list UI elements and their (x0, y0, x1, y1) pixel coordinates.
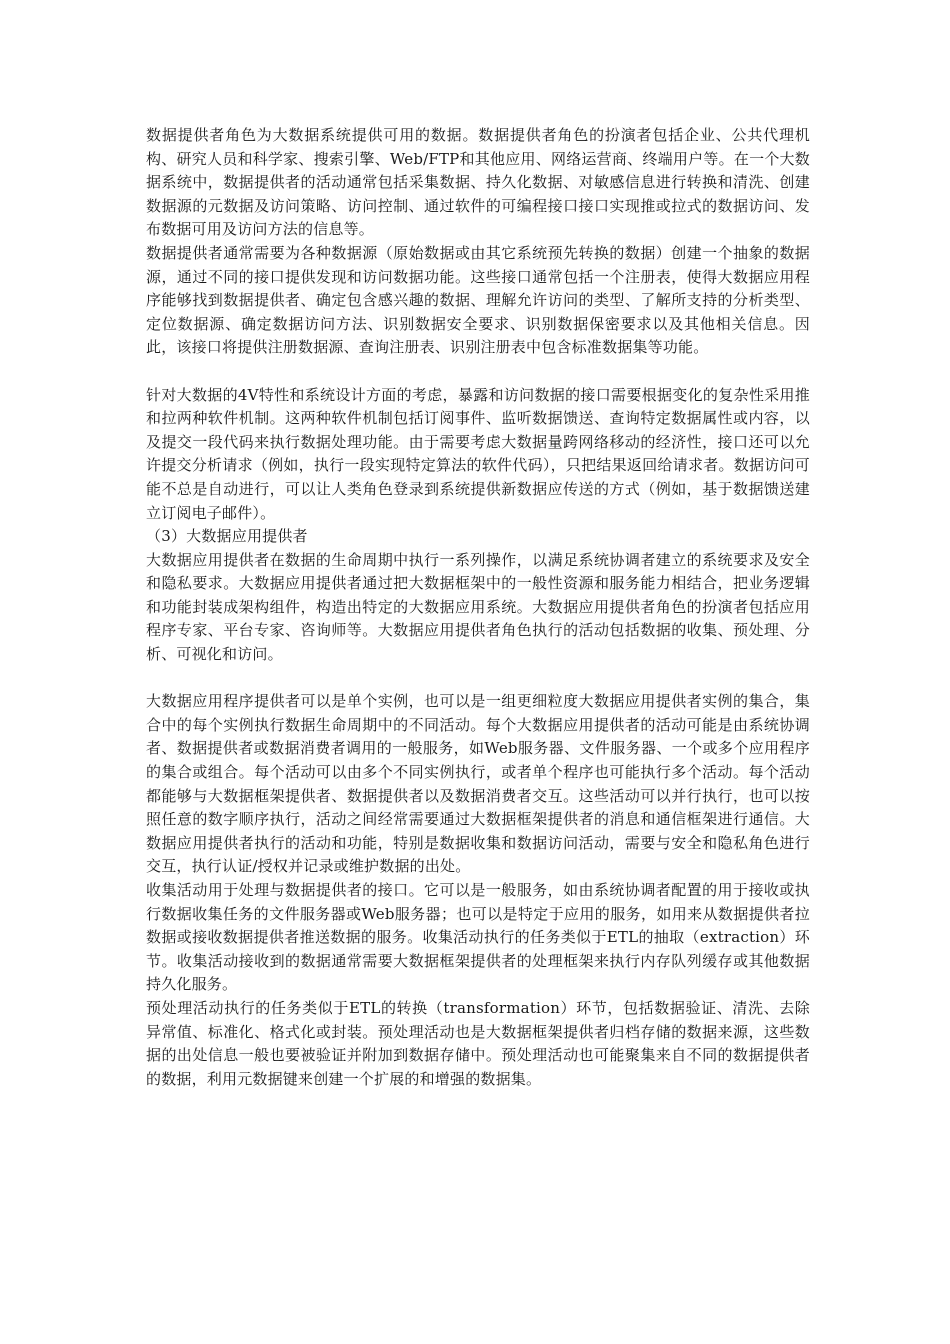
paragraph-collection-activity: 收集活动用于处理与数据提供者的接口。它可以是一般服务，如由系统协调者配置的用于接收或执行数据收集任务的文件服务器或Web服务器；也可以是特定于应用的服务，如用来从数据提供者拉数据或接收数据提供者推送数据的服务。收集活动执行的任务类似于ETL的抽取（extraction）环节。收集活动接收到的数据通常需要大数据框架提供者的处理框架来执行内存队列缓存或其他数据持久化服务。 (146, 881, 810, 994)
document-body (146, 124, 810, 1091)
section-heading-app-provider: （3）大数据应用提供者 (146, 527, 308, 546)
paragraph-4v-mechanisms: 针对大数据的4V特性和系统设计方面的考虑，暴露和访问数据的接口需要根据变化的复杂性采用推和拉两种软件机制。这两种软件机制包括订阅事件、监听数据馈送、查询特定数据属性或内容，以及提交一段代码来执行数据处理功能。由于需要考虑大数据量跨网络移动的经济性，接口还可以允许提交分析请求（例如，执行一段实现特定算法的软件代码），只把结果返回给请求者。数据访问可能不总是自动进行，可以让人类角色登录到系统提供新数据应传送的方式（例如，基于数据馈送建立订阅电子邮件）。 (146, 385, 810, 522)
paragraph-preprocessing-activity: 预处理活动执行的任务类似于ETL的转换（transformation）环节，包括数据验证、清洗、去除异常值、标准化、格式化或封装。预处理活动也是大数据框架提供者归档存储的数据来源，这些数据的出处信息一般也要被验证并附加到数据存储中。预处理活动也可能聚集来自不同的数据提供者的数据，利用元数据键来创建一个扩展的和增强的数据集。 (146, 998, 810, 1088)
paragraph-spacer (146, 667, 810, 691)
paragraph-data-provider-role: 数据提供者角色为大数据系统提供可用的数据。数据提供者角色的扮演者包括企业、公共代理机构、研究人员和科学家、搜索引擎、Web/FTP和其他应用、网络运营商、终端用户等。在一个大数据系统中，数据提供者的活动通常包括采集数据、持久化数据、对敏感信息进行转换和清洗、创建数据源的元数据及访问策略、访问控制、通过软件的可编程接口接口实现推或拉式的数据访问、发布数据可用及访问方法的信息等。 (146, 126, 810, 239)
paragraph-app-provider-overview: 大数据应用提供者在数据的生命周期中执行一系列操作，以满足系统协调者建立的系统要求及安全和隐私要求。大数据应用提供者通过把大数据框架中的一般性资源和服务能力相结合，把业务逻辑和功能封装成架构组件，构造出特定的大数据应用系统。大数据应用提供者角色的扮演者包括应用程序专家、平台专家、咨询师等。大数据应用提供者角色执行的活动包括数据的收集、预处理、分析、可视化和访问。 (146, 550, 810, 664)
paragraph-app-provider-instances: 大数据应用程序提供者可以是单个实例，也可以是一组更细粒度大数据应用提供者实例的集合，集合中的每个实例执行数据生命周期中的不同活动。每个大数据应用提供者的活动可能是由系统协调者、数据提供者或数据消费者调用的一般服务，如Web服务器、文件服务器、一个或多个应用程序的集合或组合。每个活动可以由多个不同实例执行，或者单个程序也可能执行多个活动。每个活动都能够与大数据框架提供者、数据提供者以及数据消费者交互。这些活动可以并行执行，也可以按照任意的数字顺序执行，活动之间经常需要通过大数据框架提供者的消息和通信框架进行通信。大数据应用提供者执行的活动和功能，特别是数据收集和数据访问活动，需要与安全和隐私角色进行交互，执行认证/授权并记录或维护数据的出处。 (146, 692, 810, 876)
paragraph-data-provider-interface: 数据提供者通常需要为各种数据源（原始数据或由其它系统预先转换的数据）创建一个抽象的数据源，通过不同的接口提供发现和访问数据功能。这些接口通常包括一个注册表，使得大数据应用程序能够找到数据提供者、确定包含感兴趣的数据、理解允许访问的类型、了解所支持的分析类型、定位数据源、确定数据访问方法、识别数据安全要求、识别数据保密要求以及其他相关信息。因此，该接口将提供注册数据源、查询注册表、识别注册表中包含标准数据集等功能。 (146, 243, 810, 357)
paragraph-spacer (146, 360, 810, 384)
